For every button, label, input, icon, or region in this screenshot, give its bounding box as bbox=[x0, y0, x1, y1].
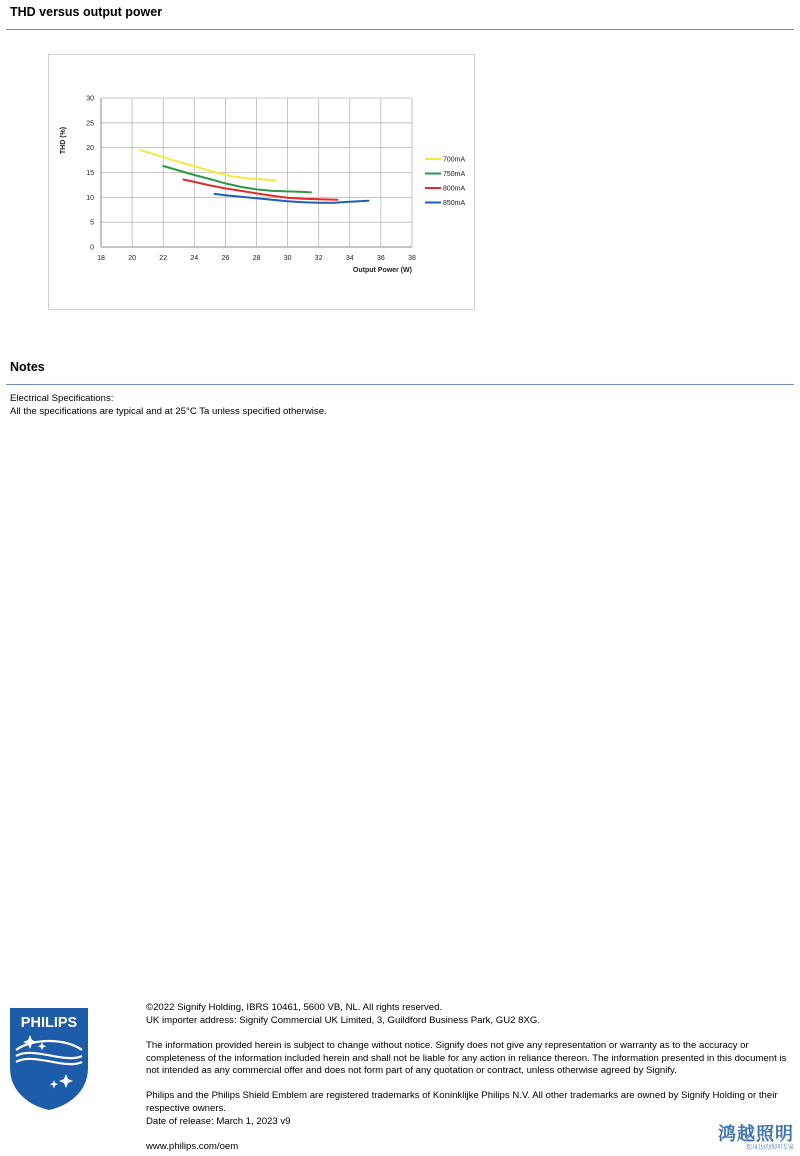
section-divider bbox=[6, 29, 794, 30]
x-tick-label: 32 bbox=[314, 255, 323, 262]
legend-label: 800mA bbox=[443, 185, 466, 193]
footer-release-date: Date of release: March 1, 2023 v9 bbox=[146, 1116, 291, 1127]
y-tick-label: 15 bbox=[86, 170, 94, 177]
x-tick-label: 26 bbox=[221, 255, 230, 262]
legend-label: 700mA bbox=[443, 156, 466, 164]
section-title: THD versus output power bbox=[10, 5, 163, 19]
watermark-title: 鸿越照明 bbox=[718, 1124, 794, 1144]
x-tick-label: 24 bbox=[190, 255, 199, 262]
legend-label: 850mA bbox=[443, 200, 466, 207]
legend-label: 750mA bbox=[443, 171, 466, 178]
footer-website: www.philips.com/oem bbox=[146, 1141, 239, 1152]
philips-wordmark: PHILIPS bbox=[20, 1015, 78, 1031]
y-tick-label: 25 bbox=[86, 120, 94, 128]
footer-importer: UK importer address: Signify Commercial UK Limited, 3, Guildford Business Park, GU2 8XG. bbox=[146, 1015, 541, 1026]
footer-disclaimer: The information provided herein is subject to change without notice. Signify does not give any representation or warranty as to the accuracy or completeness of the information included herein and shall not be liable for any action in reliance thereon. The information presented in this document is not intended as any commercial offer and does not form part of any quotation or contract, unless otherwise agreed by Signify. bbox=[146, 1040, 787, 1077]
watermark-logo bbox=[700, 1124, 794, 1152]
notes-divider bbox=[6, 384, 794, 385]
watermark-subtitle: 您身边的照明专家 bbox=[745, 1145, 794, 1151]
y-tick-label: 0 bbox=[90, 244, 94, 252]
footer-copyright: ©2022 Signify Holding, IBRS 10461, 5600 VB, NL. All rights reserved. bbox=[146, 1002, 443, 1013]
x-tick-label: 18 bbox=[97, 255, 105, 262]
y-tick-label: 20 bbox=[86, 145, 94, 153]
series-line-700mA bbox=[140, 150, 275, 180]
x-tick-label: 20 bbox=[128, 255, 136, 262]
philips-shield-logo bbox=[8, 1006, 90, 1112]
x-axis-title: Output Power (W) bbox=[352, 267, 412, 274]
chart-canvas bbox=[49, 55, 474, 309]
y-axis-title: THD (%) bbox=[60, 126, 67, 155]
y-tick-label: 5 bbox=[90, 219, 94, 227]
y-tick-label: 10 bbox=[86, 194, 94, 202]
notes-line-1: Electrical Specifications: bbox=[10, 393, 114, 404]
y-tick-label: 30 bbox=[86, 95, 94, 103]
x-tick-label: 36 bbox=[377, 255, 385, 262]
footer-trademarks: Philips and the Philips Shield Emblem are registered trademarks of Koninklijke Philips N.V. All other trademarks are owned by Signify Holding or their respective owners. bbox=[146, 1090, 778, 1114]
notes-title: Notes bbox=[10, 360, 45, 374]
x-tick-label: 34 bbox=[345, 255, 354, 262]
x-tick-label: 22 bbox=[159, 255, 168, 262]
x-tick-label: 38 bbox=[408, 255, 416, 262]
x-tick-label: 28 bbox=[252, 255, 261, 262]
x-tick-label: 30 bbox=[283, 255, 292, 262]
notes-line-2: All the specifications are typical and at 25°C Ta unless specified otherwise. bbox=[10, 406, 327, 417]
thd-chart bbox=[48, 54, 475, 310]
